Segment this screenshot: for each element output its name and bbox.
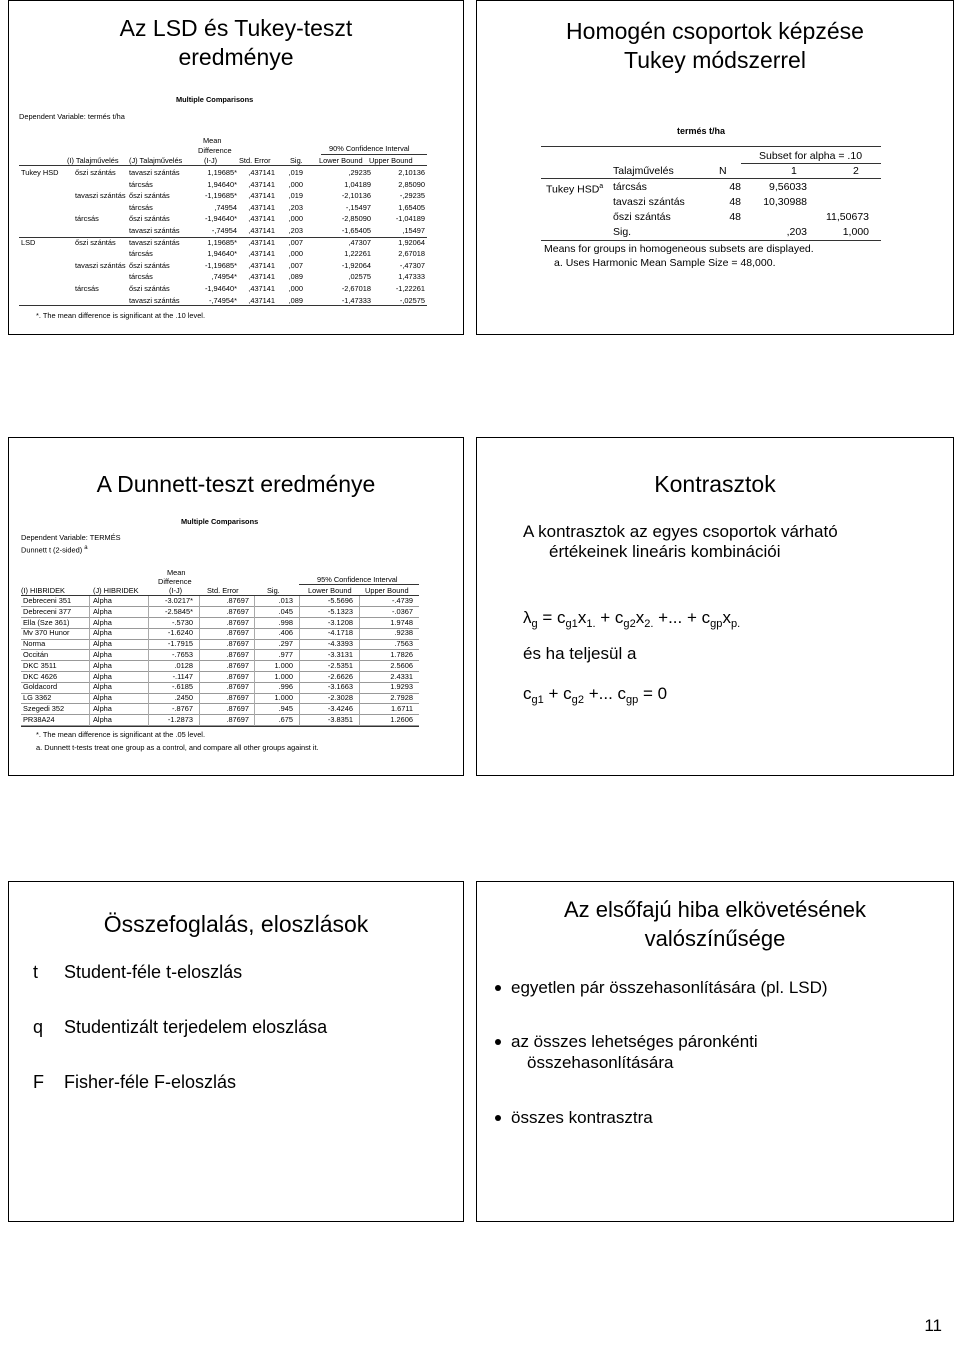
group-name: őszi szántás <box>613 211 671 223</box>
std-error-cell: .87697 <box>226 606 249 616</box>
j-group-label: tárcsás <box>129 202 153 212</box>
method-group-label: Tukey HSD <box>21 168 59 177</box>
j-group-label: tavaszi szántás <box>129 226 180 235</box>
mean-difference-cell: -1,94640* <box>204 284 237 293</box>
hybrid-i-label: Debreceni 377 <box>23 606 72 616</box>
std-error-cell: ,437141 <box>248 202 275 212</box>
sig-cell: .406 <box>278 628 293 638</box>
lower-bound-cell: -1,47333 <box>341 295 371 305</box>
sig-cell: ,019 <box>288 191 303 201</box>
distribution-symbol: q <box>33 1017 44 1037</box>
mean-difference-cell: -1.2873 <box>167 714 193 724</box>
hybrid-i-label: Norma <box>23 639 46 649</box>
lower-bound-cell: -2.5351 <box>327 660 353 670</box>
sig-cell: ,089 <box>288 295 303 305</box>
sig-cell: .045 <box>278 606 293 616</box>
header-difference: Difference <box>158 577 192 586</box>
header-upper: Upper Bound <box>365 586 409 595</box>
mean-difference-cell: -2.5845* <box>165 606 193 616</box>
subset1-cell: 9,56033 <box>769 181 807 193</box>
mean-difference-cell: -3.0217* <box>165 596 193 605</box>
j-group-label: tárcsás <box>129 249 153 259</box>
upper-bound-cell: -,47307 <box>399 260 425 270</box>
lower-bound-cell: -1,65405 <box>341 226 371 235</box>
contrast-formula: $\lambda_g = c_{g1}x_{1.} + c_{g2}x_{2.}$ +... + $c_{gp}x_{p.}$ <box>523 608 741 630</box>
i-group-label: tárcsás <box>75 284 99 293</box>
bullet-dot-icon <box>495 1039 501 1045</box>
sig-cell: .996 <box>278 682 293 692</box>
subset2-cell: 1,000 <box>842 226 869 238</box>
std-error-cell: ,437141 <box>248 179 275 189</box>
test-name: Dunnett t (2-sided) $^a$ <box>21 545 88 555</box>
slide-title: A Dunnett-teszt eredménye <box>96 471 376 497</box>
mean-difference-cell: -.5730 <box>172 617 193 627</box>
upper-bound-cell: 1,92064 <box>398 237 425 247</box>
sig-cell: ,000 <box>288 284 303 293</box>
col-group: Talajművelés <box>613 165 674 177</box>
distribution-symbol: F <box>33 1072 44 1092</box>
upper-bound-cell: .7563 <box>394 639 413 649</box>
upper-bound-cell: -,29235 <box>399 191 425 201</box>
std-error-cell: ,437141 <box>248 191 275 201</box>
hybrid-i-label: DKC 4626 <box>23 671 58 681</box>
dependent-variable: Dependent Variable: TERMÉS <box>21 533 121 542</box>
mean-difference-cell: 1,94640* <box>207 179 237 189</box>
lower-bound-cell: -2,10136 <box>341 191 371 201</box>
mean-difference-cell: -.1147 <box>172 671 193 681</box>
lower-bound-cell: -,15497 <box>345 202 371 212</box>
subset1-cell: ,203 <box>786 226 807 238</box>
lower-bound-cell: ,47307 <box>348 237 371 247</box>
header-lower: Lower Bound <box>308 586 352 595</box>
lower-bound-cell: -5.1323 <box>327 606 353 616</box>
condition-text: és ha teljesül a <box>523 644 637 663</box>
hybrid-i-label: LG 3362 <box>23 693 52 703</box>
hybrid-j-label: Alpha <box>93 628 112 638</box>
std-error-cell: .87697 <box>226 639 249 649</box>
bullet-text: az összes lehetséges páronkénti <box>511 1032 758 1051</box>
mean-difference-cell: -.7653 <box>172 650 193 659</box>
sig-cell: ,000 <box>288 249 303 259</box>
header-col-j: (J) HIBRIDEK <box>93 586 139 595</box>
j-group-label: tavaszi szántás <box>129 295 180 305</box>
upper-bound-cell: -,02575 <box>399 295 425 305</box>
subset2-cell: 11,50673 <box>825 211 869 223</box>
std-error-cell: ,437141 <box>248 260 275 270</box>
footnote: *. The mean difference is significant at the .10 level. <box>36 311 205 320</box>
upper-bound-cell: 1.6711 <box>390 704 413 713</box>
header-ci: 95% Confidence Interval <box>317 575 398 584</box>
i-group-label: tavaszi szántás <box>75 191 126 201</box>
std-error-cell: ,437141 <box>248 168 275 177</box>
j-group-label: tárcsás <box>129 272 153 282</box>
upper-bound-cell: 2,10136 <box>398 168 425 177</box>
sig-cell: ,019 <box>288 168 303 177</box>
mean-difference-cell: -.8767 <box>172 704 193 713</box>
i-group-label: őszi szántás <box>75 168 116 177</box>
header-lower: Lower Bound <box>319 156 363 165</box>
hybrid-j-label: Alpha <box>93 671 112 681</box>
header-col-i: (I) HIBRIDEK <box>21 586 65 595</box>
table-caption: termés t/ha <box>677 126 726 136</box>
lower-bound-cell: -4.3393 <box>327 639 353 649</box>
slide-dunnett <box>8 437 464 776</box>
j-group-label: őszi szántás <box>129 191 170 201</box>
col-subset-1: 1 <box>791 165 797 177</box>
upper-bound-cell: -.4739 <box>392 596 413 605</box>
mean-difference-cell: ,74954* <box>211 272 237 282</box>
std-error-cell: ,437141 <box>248 284 275 293</box>
sig-cell: .675 <box>278 714 293 724</box>
page-number: 11 <box>924 1316 942 1335</box>
std-error-cell: ,437141 <box>248 226 275 235</box>
sig-cell: .945 <box>278 704 293 713</box>
upper-bound-cell: 1.9293 <box>390 682 413 692</box>
std-error-cell: .87697 <box>226 682 249 692</box>
hybrid-i-label: Goldacord <box>23 682 58 692</box>
group-name: tavaszi szántás <box>613 196 685 208</box>
j-group-label: tavaszi szántás <box>129 168 180 177</box>
header-ij: (I-J) <box>204 156 218 165</box>
hybrid-j-label: Alpha <box>93 682 112 692</box>
mean-difference-cell: -.6185 <box>172 682 193 692</box>
j-group-label: őszi szántás <box>129 214 170 224</box>
lower-bound-cell: -2,67018 <box>341 284 371 293</box>
slide-title: Az elsőfajú hiba elkövetésének valószínűsége <box>563 897 867 951</box>
hybrid-j-label: Alpha <box>93 650 112 659</box>
lower-bound-cell: -3.4246 <box>327 704 353 713</box>
upper-bound-cell: -1,04189 <box>395 214 425 224</box>
note-harmonic: a. Uses Harmonic Mean Sample Size = 48,000. <box>554 257 776 269</box>
lower-bound-cell: -3.1208 <box>327 617 353 627</box>
j-group-label: tavaszi szántás <box>129 237 180 247</box>
slide-title: Homogén csoportok képzése Tukey módszerrel <box>566 18 864 73</box>
hybrid-i-label: Debreceni 351 <box>23 596 72 605</box>
std-error-cell: ,437141 <box>248 237 275 247</box>
upper-bound-cell: 1.7826 <box>390 650 413 659</box>
i-group-label: tavaszi szántás <box>75 260 126 270</box>
sig-cell: ,007 <box>288 260 303 270</box>
header-stderr: Std. Error <box>207 586 239 595</box>
upper-bound-cell: .9238 <box>394 628 413 638</box>
upper-bound-cell: -.0367 <box>392 606 413 616</box>
header-ij: (I-J) <box>169 586 183 595</box>
hybrid-i-label: Mv 370 Hunor <box>23 628 70 638</box>
sig-cell: .998 <box>278 617 293 627</box>
upper-bound-cell: 1.9748 <box>390 617 413 627</box>
sig-cell: ,089 <box>288 272 303 282</box>
lower-bound-cell: -2.3028 <box>327 693 353 703</box>
header-col-i: (I) Talajművelés <box>67 156 119 165</box>
table-caption: Multiple Comparisons <box>176 95 254 104</box>
sig-cell: 1.000 <box>274 660 293 670</box>
std-error-cell: .87697 <box>226 596 249 605</box>
std-error-cell: ,437141 <box>248 249 275 259</box>
header-sig: Sig. <box>290 156 303 165</box>
hybrid-j-label: Alpha <box>93 617 112 627</box>
std-error-cell: ,437141 <box>248 295 275 305</box>
std-error-cell: .87697 <box>226 617 249 627</box>
hybrid-i-label: DKC 3511 <box>23 660 57 670</box>
method-label: Tukey HSD$^a$ <box>546 183 604 196</box>
mean-difference-cell: -1,19685* <box>204 191 237 201</box>
sig-cell: ,007 <box>288 237 303 247</box>
slide-title: Kontrasztok <box>654 471 776 497</box>
bullet-dot-icon <box>495 985 501 991</box>
group-name: tárcsás <box>613 181 647 193</box>
std-error-cell: .87697 <box>226 628 249 638</box>
upper-bound-cell: 2.7928 <box>390 693 413 703</box>
lower-bound-cell: 1,04189 <box>344 179 371 189</box>
mean-difference-cell: -,74954* <box>209 295 237 305</box>
mean-difference-cell: ,74954 <box>214 202 237 212</box>
i-group-label: tárcsás <box>75 214 99 224</box>
contrast-definition-line2: értékeinek lineáris kombinációi <box>549 542 781 561</box>
lower-bound-cell: -2,85090 <box>341 214 371 224</box>
hybrid-j-label: Alpha <box>93 660 112 670</box>
mean-difference-cell: .2450 <box>174 693 193 703</box>
sig-cell: 1.000 <box>274 693 293 703</box>
bullet-dot-icon <box>495 1115 501 1121</box>
upper-bound-cell: 2,67018 <box>398 249 425 259</box>
upper-bound-cell: ,15497 <box>402 226 425 235</box>
std-error-cell: .87697 <box>226 650 249 659</box>
sig-cell: ,203 <box>288 226 303 235</box>
std-error-cell: ,437141 <box>248 272 275 282</box>
upper-bound-cell: 1.2606 <box>390 714 413 724</box>
sig-cell: .977 <box>278 650 293 659</box>
mean-difference-cell: 1,94640* <box>207 249 237 259</box>
lower-bound-cell: -3.3131 <box>327 650 353 659</box>
distribution-name: Fisher-féle F-eloszlás <box>64 1072 237 1092</box>
sig-cell: ,000 <box>288 179 303 189</box>
mean-difference-cell: -1.6240 <box>167 628 193 638</box>
lower-bound-cell: -5.5696 <box>327 596 353 605</box>
mean-difference-cell: 1,19685* <box>207 168 237 177</box>
sig-cell: 1.000 <box>274 671 293 681</box>
slide-distributions <box>8 881 464 1222</box>
lower-bound-cell: -4.1718 <box>327 628 353 638</box>
header-mean: Mean <box>167 568 186 577</box>
footnote-significance: *. The mean difference is significant at the .05 level. <box>36 730 205 739</box>
hybrid-i-label: Szegedi 352 <box>23 704 65 713</box>
footnote-dunnett: a. Dunnett t-tests treat one group as a control, and compare all other groups against it. <box>36 743 319 752</box>
i-group-label: őszi szántás <box>75 237 116 247</box>
sig-cell: ,203 <box>288 202 303 212</box>
upper-bound-cell: 2.5606 <box>390 660 413 670</box>
header-ci: 90% Confidence Interval <box>329 144 410 153</box>
note-means: Means for groups in homogeneous subsets are displayed. <box>544 243 814 255</box>
lower-bound-cell: 1,22261 <box>344 249 371 259</box>
lower-bound-cell: -1,92064 <box>341 260 371 270</box>
header-sig: Sig. <box>267 586 280 595</box>
lower-bound-cell: -3.8351 <box>327 714 353 724</box>
hybrid-j-label: Alpha <box>93 704 112 713</box>
lower-bound-cell: ,29235 <box>348 168 371 177</box>
hybrid-j-label: Alpha <box>93 606 112 616</box>
distribution-name: Studentizált terjedelem eloszlása <box>64 1017 328 1037</box>
hybrid-j-label: Alpha <box>93 714 112 724</box>
slide-type1-error <box>476 881 954 1222</box>
hybrid-j-label: Alpha <box>93 639 112 649</box>
std-error-cell: .87697 <box>226 714 249 724</box>
group-name: Sig. <box>613 226 632 238</box>
condition-formula: $c_{g1} + c_{g2}$ +... $c_{gp} = 0$ <box>523 684 668 706</box>
n-cell: 48 <box>729 196 741 208</box>
sig-cell: .297 <box>278 639 293 649</box>
slide-title: Az LSD és Tukey-teszt eredménye <box>119 15 353 70</box>
distribution-name: Student-féle t-eloszlás <box>64 962 243 982</box>
mean-difference-cell: -1,94640* <box>204 214 237 224</box>
sig-cell: ,000 <box>288 214 303 224</box>
slide-title: Összefoglalás, eloszlások <box>103 911 369 937</box>
slide-homogeneous-groups <box>476 0 954 335</box>
n-cell: 48 <box>729 181 741 193</box>
sig-cell: .013 <box>278 596 293 605</box>
upper-bound-cell: 1,47333 <box>398 272 425 282</box>
upper-bound-cell: 2,85090 <box>398 179 425 189</box>
mean-difference-cell: -1.7915 <box>167 639 193 649</box>
std-error-cell: .87697 <box>226 660 249 670</box>
slide-contrasts <box>476 437 954 776</box>
lower-bound-cell: ,02575 <box>348 272 371 282</box>
contrast-definition-line1: A kontrasztok az egyes csoportok várható <box>523 522 838 541</box>
method-group-label: LSD <box>21 237 36 247</box>
subset1-cell: 10,30988 <box>763 196 807 208</box>
lower-bound-cell: -2.6626 <box>327 671 353 681</box>
upper-bound-cell: 2.4331 <box>390 671 413 681</box>
mean-difference-cell: -1,19685* <box>204 260 237 270</box>
hybrid-i-label: Ella (Sze 361) <box>23 617 70 627</box>
bullet-text-continued: összehasonlítására <box>527 1053 674 1072</box>
upper-bound-cell: 1,65405 <box>398 202 425 212</box>
n-cell: 48 <box>729 211 741 223</box>
hybrid-j-label: Alpha <box>93 693 112 703</box>
mean-difference-cell: -,74954 <box>211 226 237 235</box>
std-error-cell: ,437141 <box>248 214 275 224</box>
j-group-label: őszi szántás <box>129 284 170 293</box>
mean-difference-cell: 1,19685* <box>207 237 237 247</box>
distribution-symbol: t <box>33 962 39 982</box>
header-col-j: (J) Talajművelés <box>129 156 183 165</box>
std-error-cell: .87697 <box>226 704 249 713</box>
mean-difference-cell: .0128 <box>174 660 193 670</box>
dependent-variable: Dependent Variable: termés t/ha <box>19 112 125 121</box>
j-group-label: tárcsás <box>129 179 153 189</box>
header-difference: Difference <box>198 146 232 155</box>
bullet-text: összes kontrasztra <box>511 1108 653 1127</box>
subset-header: Subset for alpha = .10 <box>759 150 863 162</box>
col-n: N <box>719 165 727 177</box>
std-error-cell: .87697 <box>226 671 249 681</box>
col-subset-2: 2 <box>853 165 859 177</box>
lower-bound-cell: -3.1663 <box>327 682 353 692</box>
header-upper: Upper Bound <box>369 156 413 165</box>
header-stderr: Std. Error <box>239 156 271 165</box>
hybrid-j-label: Alpha <box>93 596 112 605</box>
std-error-cell: .87697 <box>226 693 249 703</box>
slide-lsd-tukey <box>8 0 464 335</box>
table-caption: Multiple Comparisons <box>181 517 259 526</box>
bullet-text: egyetlen pár összehasonlítására (pl. LSD) <box>511 978 828 997</box>
upper-bound-cell: -1,22261 <box>395 284 425 293</box>
hybrid-i-label: Occitán <box>23 650 49 659</box>
hybrid-i-label: PR38A24 <box>23 714 55 724</box>
j-group-label: őszi szántás <box>129 260 170 270</box>
header-mean: Mean <box>203 136 222 145</box>
